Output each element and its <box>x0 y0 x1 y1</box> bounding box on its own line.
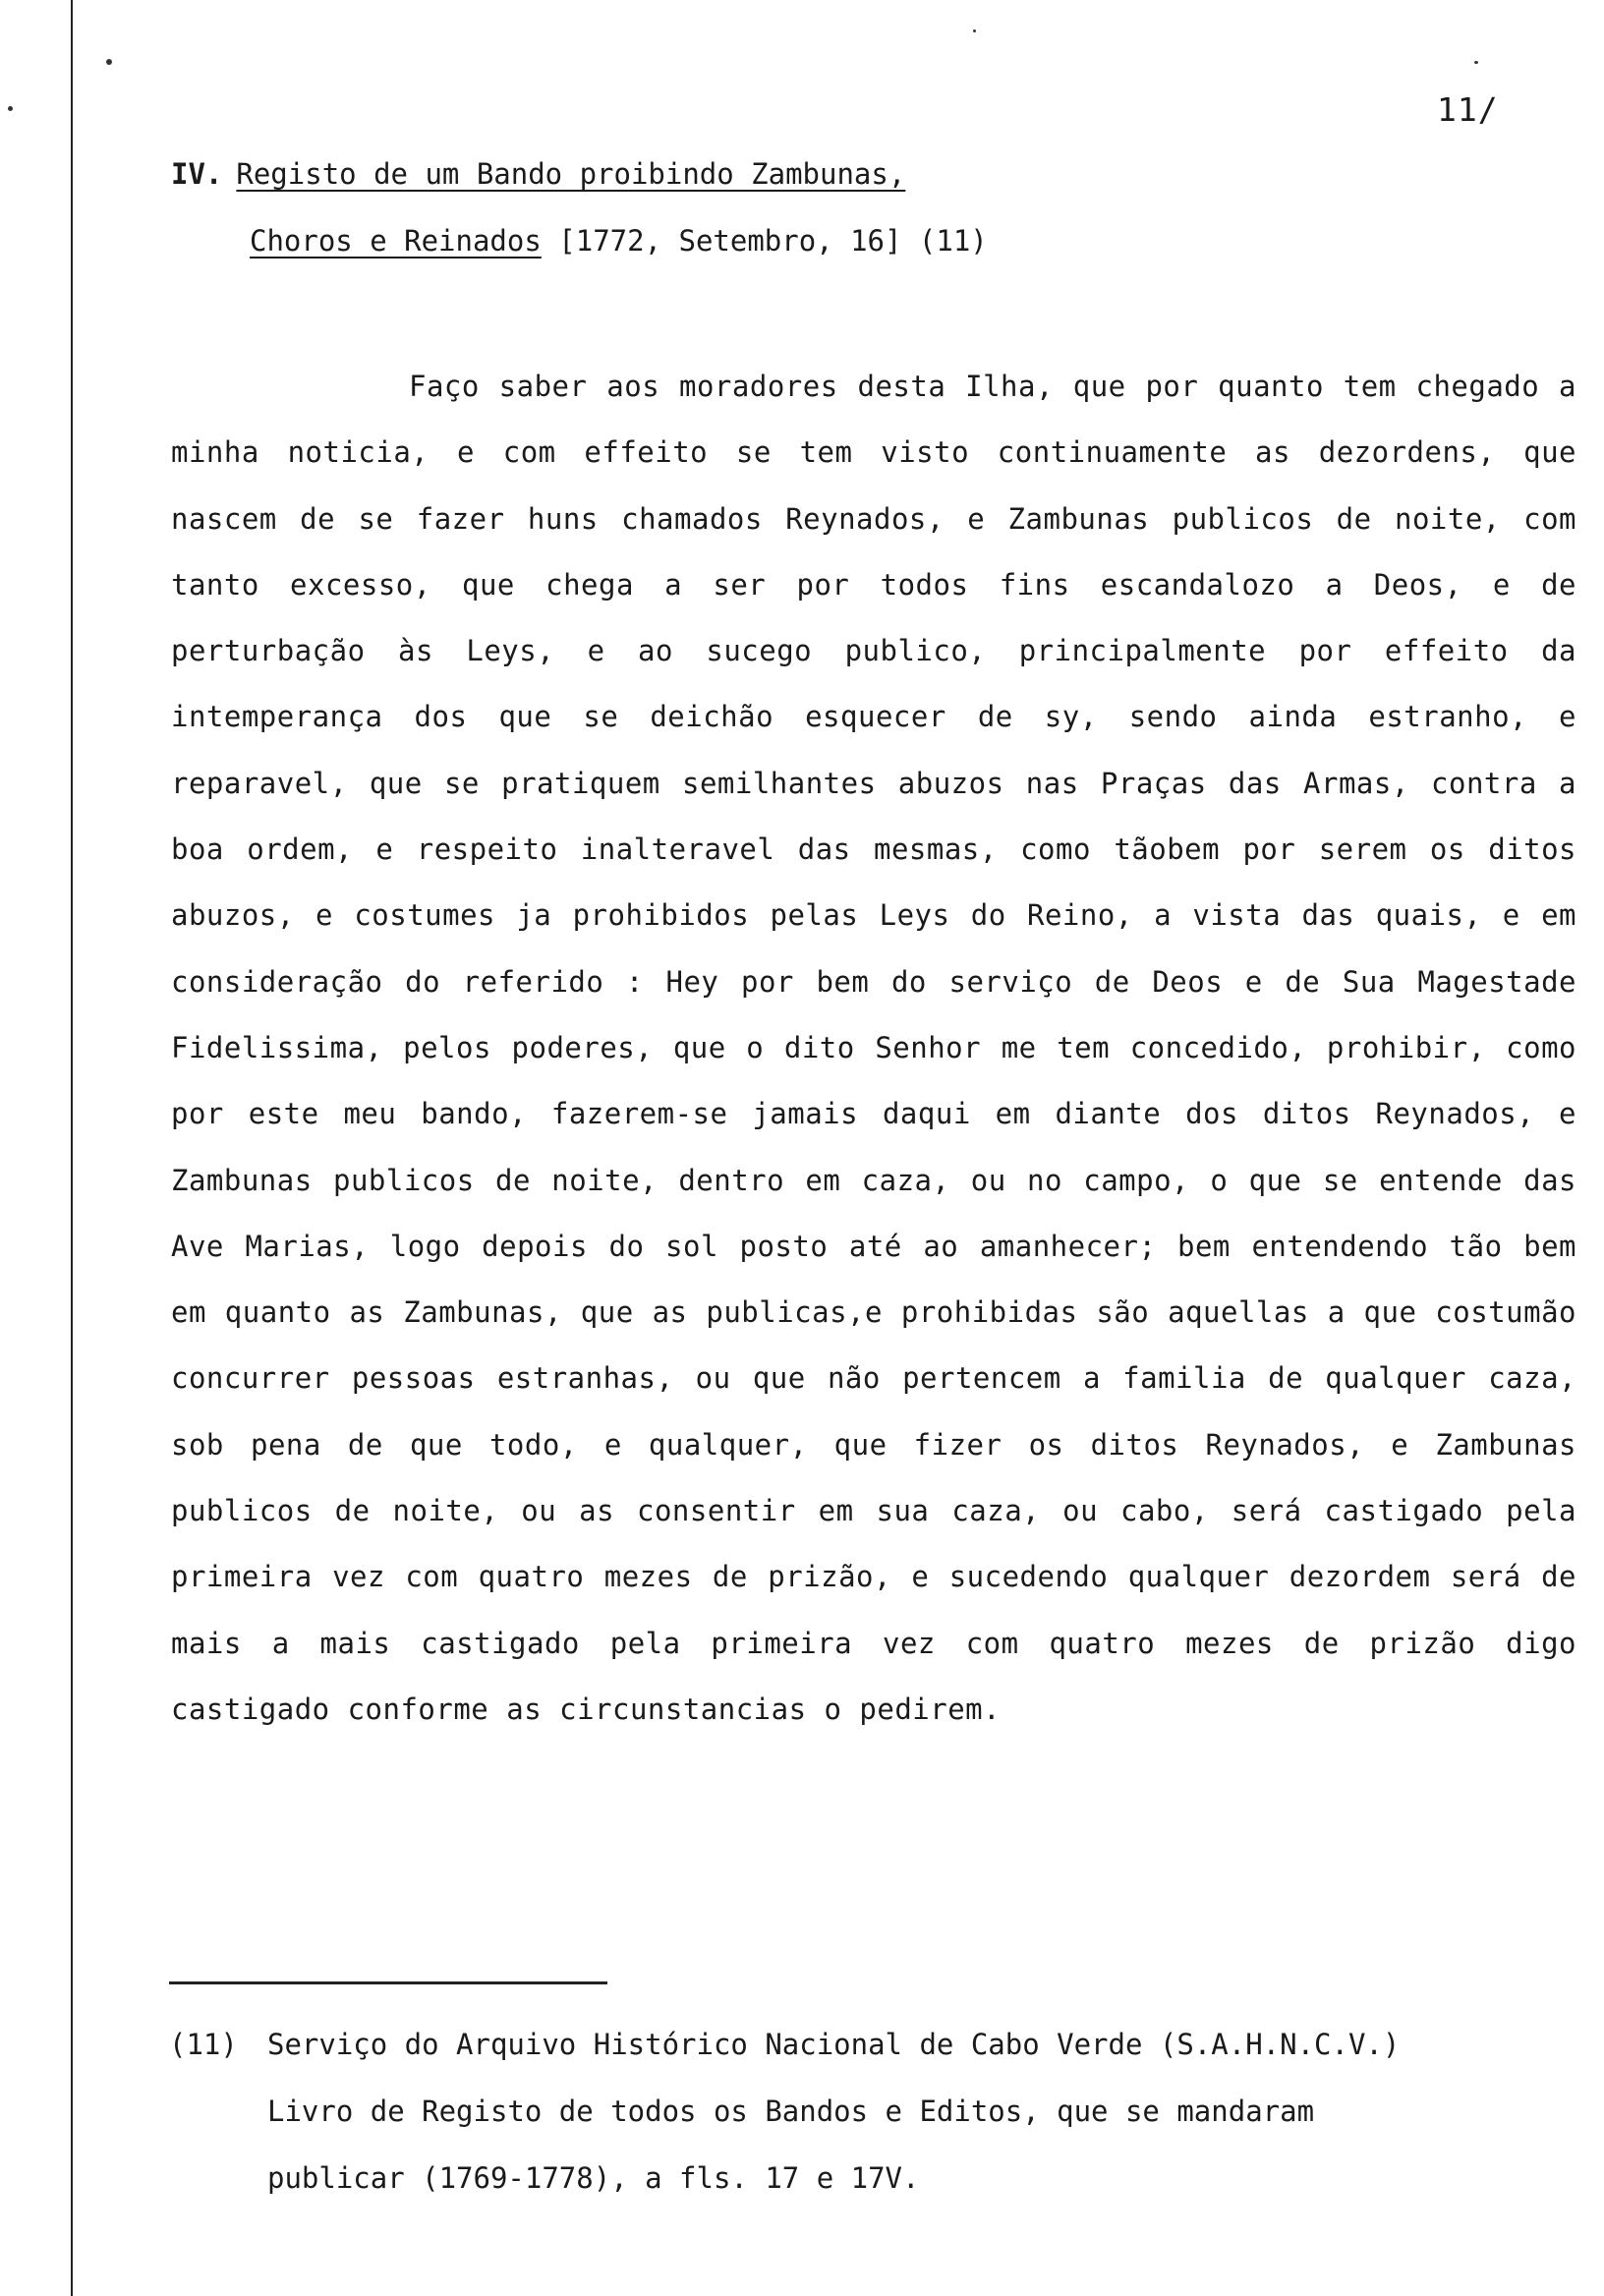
body-paragraph: Faço saber aos moradores desta Ilha, que por quanto tem chegado a minha noticia, e com effeito se tem visto continuamente as dezordens, que nascem de se fazer huns chamados Reynados, e Zambunas publicos de noite, com tanto excesso, que chega a ser por todos fins escandalozo a Deos, e de perturbação às Leys, e ao sucego publico, principalmente por effeito da intemperança dos que se deichão esquecer de sy, sendo ainda estranho, e reparavel, que se pratiquem semilhantes abuzos nas Praças das Armas, contra a boa ordem, e respeito inalteravel das mesmas, como tãobem por serem os ditos abuzos, e costumes ja prohibidos pelas Leys do Reino, a vista das quais, e em consideração do referido : Hey por bem do serviço de Deos e de Sua Magestade Fidelissima, pelos poderes, que o dito Senhor me tem concedido, prohibir, como por este meu bando, fazerem-se jamais daqui em diante dos ditos Reynados, e Zambunas publicos de noite, dentro em caza, ou no campo, o que se entende das Ave Marias, logo depois do sol posto até ao amanhecer; bem entendendo tão bem em quanto as Zambunas, que as publicas,e prohibidas são aquellas a que costumão concurrer pessoas estranhas, ou que não pertencem a familia de qualquer caza, sob pena de que todo, e qualquer, que fizer os ditos Reynados, e Zambunas publicos de noite, ou as consentir em sua caza, ou cabo, será castigado pela primeira vez com quatro mezes de prizão, e sucedendo qualquer dezordem será de mais a mais castigado pela primeira vez com quatro mezes de prizão digo castigado conforme as circunstancias o pedirem. <box>171 370 1576 1726</box>
section-numeral: IV. <box>171 157 223 191</box>
page-number: 11/ <box>1437 90 1499 129</box>
footnote-separator <box>169 1981 607 1984</box>
heading-date-reference: [1772, Setembro, 16] (11) <box>541 224 988 258</box>
scan-speck <box>1474 61 1478 64</box>
footnote-line-1 <box>169 2011 1584 2078</box>
footnote-line-2: Livro de Registo de todos os Bandos e Editos, que se mandaram <box>267 2095 1315 2128</box>
footnote-marker: (11) <box>169 2028 238 2061</box>
heading-line-1 <box>171 157 905 191</box>
scan-speck <box>106 59 112 65</box>
binding-edge-line <box>71 0 73 2296</box>
footnote-text-1: Serviço do Arquivo Histórico Nacional de Cabo Verde (S.A.H.N.C.V.) <box>267 2028 1401 2061</box>
scan-speck <box>973 29 976 32</box>
footnote <box>169 2011 1584 2211</box>
scan-speck <box>8 106 13 111</box>
heading-title-line-1: Registo de um Bando proibindo Zambunas, <box>236 157 906 191</box>
footnote-line-3: publicar (1769-1778), a fls. 17 e 17V. <box>267 2161 920 2195</box>
heading-title-line-2: Choros e Reinados <box>250 224 542 258</box>
heading-line-2 <box>250 224 988 258</box>
